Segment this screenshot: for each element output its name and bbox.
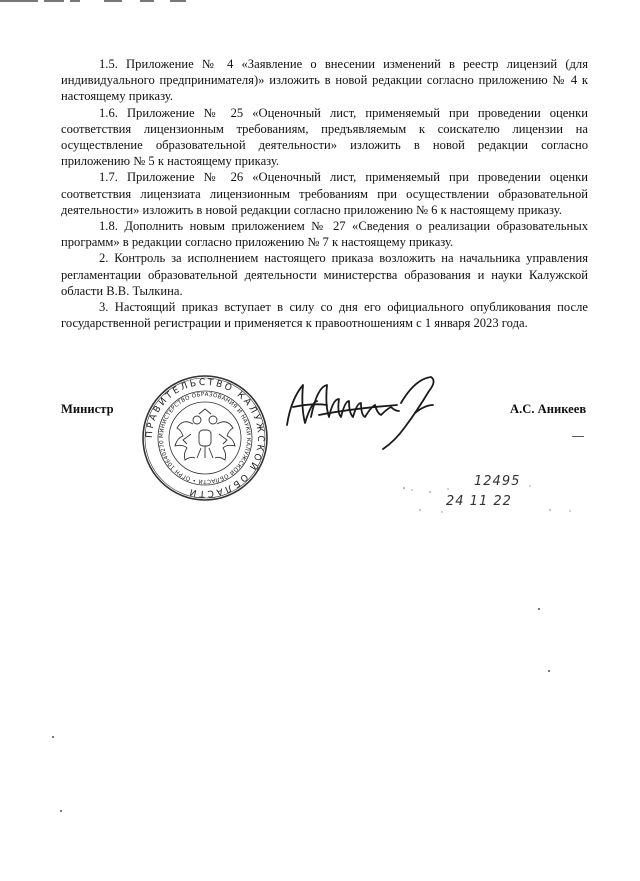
scan-speck	[538, 608, 540, 610]
document-body	[61, 56, 588, 331]
paragraph-1-5: 1.5. Приложение № 4 «Заявление о внесении изменений в реестр лицензий (для индивидуального предпринимателя)» изложить в новой редакции согласно приложению № 4 к настоящему приказу.	[61, 57, 588, 104]
seal-inner-text: МИНИСТЕРСТВО ОБРАЗОВАНИЯ И НАУКИ КАЛУЖСКОЙ ОБЛАСТИ • ОГРН 10640270	[158, 391, 252, 485]
paragraph-1-7: 1.7. Приложение № 26 «Оценочный лист, применяемый при проведении оценки соответствия лицензиата лицензионным требованиям при осуществлении образовательной деятельности» изложить в новой редакции согласно приложению № 6 к настоящему приказу.	[61, 170, 588, 217]
scan-speck	[572, 436, 584, 437]
coat-of-arms-icon	[175, 409, 235, 460]
official-seal	[141, 374, 269, 502]
scan-speck	[60, 810, 62, 812]
signature-block	[0, 370, 640, 530]
scan-top-marks	[0, 0, 200, 6]
signatory-name: А.С. Аникеев	[510, 402, 587, 416]
signatory-role: Министр	[61, 402, 114, 416]
scan-speck	[52, 736, 54, 738]
paragraph-1-8: 1.8. Дополнить новым приложением № 27 «Сведения о реализации образовательных программ» в редакции согласно приложению № 7 к настоящему приказу.	[61, 219, 588, 250]
paragraph-1-6: 1.6. Приложение № 25 «Оценочный лист, применяемый при проведении оценки соответствия лицензионным требованиям, предъявляемым к соискателю лицензии на осуществление образовательной деятельности» изложить в новой редакции согласно приложению № 5 к настоящему приказу.	[61, 105, 588, 169]
registration-date: 24 11 22	[446, 494, 512, 509]
registration-number: 12495	[474, 474, 521, 489]
handwritten-signature	[283, 373, 453, 453]
seal-outer-text: ПРАВИТЕЛЬСТВО КАЛУЖСКОЙ ОБЛАСТИ	[144, 377, 266, 499]
paragraph-3: 3. Настоящий приказ вступает в силу со дня его официального опубликования после государственной регистрации и применяется к правоотношениям с 1 января 2023 года.	[61, 300, 588, 331]
paragraph-2: 2. Контроль за исполнением настоящего приказа возложить на начальника управления регламентации образовательной деятельности министерства образования и науки Калужской области В.В. Тылкина.	[61, 251, 588, 298]
scan-speck	[548, 670, 550, 672]
